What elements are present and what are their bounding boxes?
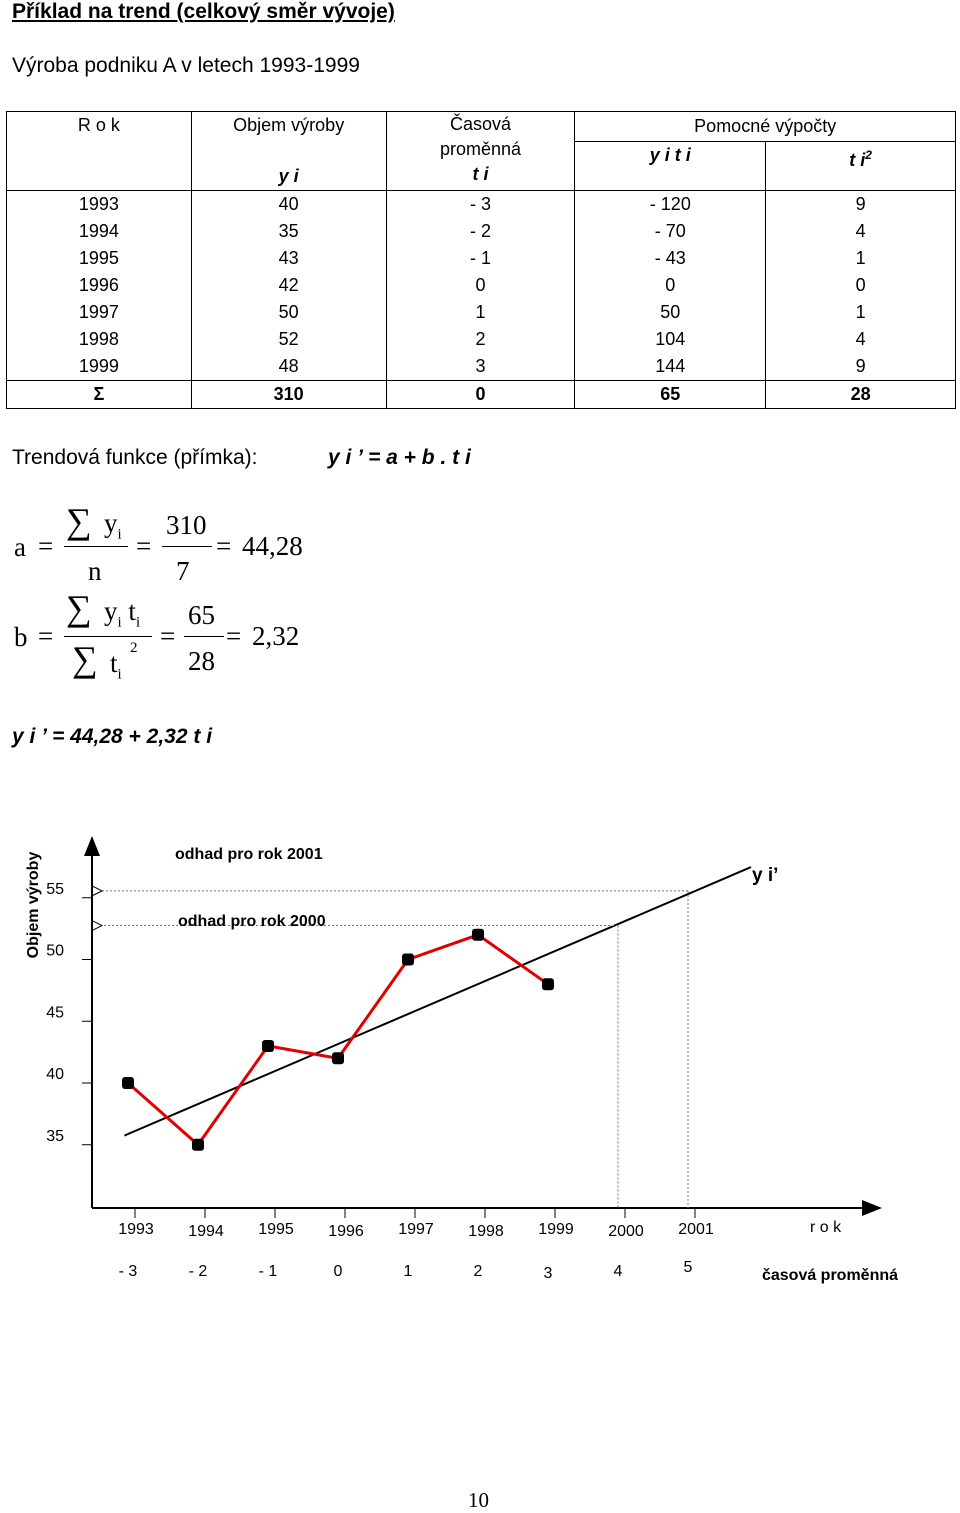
table-cell-t2: 4 bbox=[766, 326, 956, 353]
t-tick-label: 0 bbox=[333, 1263, 343, 1280]
t-tick-label: 2 bbox=[473, 1263, 483, 1280]
trend-chart bbox=[0, 820, 960, 1300]
header-volume: Objem výroby y i bbox=[191, 112, 386, 191]
x-axis-label: r o k bbox=[810, 1219, 842, 1236]
t-tick-label: - 1 bbox=[258, 1263, 278, 1280]
equals-sign: = bbox=[216, 531, 232, 561]
table-cell-y: 42 bbox=[191, 272, 386, 299]
t-tick-label: 1 bbox=[403, 1263, 413, 1280]
table-row bbox=[7, 272, 956, 299]
table-cell-t: - 1 bbox=[386, 245, 575, 272]
data-point bbox=[472, 929, 484, 941]
final-trend-equation: y i ’ = 44,28 + 2,32 t i bbox=[12, 725, 213, 748]
x-axis-label-2: časová proměnná bbox=[761, 1267, 899, 1284]
sigma-symbol: ∑ bbox=[66, 588, 92, 628]
t-tick-label: - 2 bbox=[188, 1263, 208, 1280]
data-point bbox=[542, 978, 554, 990]
formula-a-num: $y_i$ bbox=[104, 508, 122, 543]
sum-label: Σ bbox=[7, 381, 192, 409]
table-cell-yt: 0 bbox=[575, 272, 766, 299]
y-tick-label: 50 bbox=[46, 942, 64, 960]
table-cell-yt: - 70 bbox=[575, 218, 766, 245]
table-cell-yt: 104 bbox=[575, 326, 766, 353]
trend-line-label: y i’ bbox=[752, 865, 779, 886]
annotation-2001: odhad pro rok 2001 bbox=[175, 846, 323, 863]
equals-sign: = bbox=[226, 621, 242, 651]
data-point bbox=[262, 1040, 274, 1052]
header-t2: t $i^2$ bbox=[766, 142, 956, 191]
sigma-symbol: ∑ bbox=[66, 501, 92, 541]
formula-b-den: $t_i$ bbox=[110, 648, 122, 683]
y-tick-label: 35 bbox=[46, 1127, 64, 1145]
x-tick-label: 1998 bbox=[468, 1223, 504, 1240]
table-cell-t: 0 bbox=[386, 272, 575, 299]
table-cell-yt: - 120 bbox=[575, 191, 766, 219]
table-cell-year: 1996 bbox=[7, 272, 192, 299]
data-table bbox=[6, 111, 956, 409]
formula-b-num: $y_i$ $t_i$ bbox=[104, 596, 141, 631]
equals-sign: = bbox=[136, 531, 152, 561]
data-point bbox=[332, 1052, 344, 1064]
table-cell-year: 1998 bbox=[7, 326, 192, 353]
table-cell-t: - 3 bbox=[386, 191, 575, 219]
table-cell-yt: 144 bbox=[575, 353, 766, 381]
sum-yt: 65 bbox=[575, 381, 766, 409]
x-tick-label: 1995 bbox=[258, 1221, 294, 1238]
sum-row bbox=[7, 381, 956, 409]
page-subtitle: Výroba podniku A v letech 1993-1999 bbox=[12, 54, 360, 77]
t-tick-label: 5 bbox=[683, 1259, 693, 1276]
table-header-row bbox=[7, 112, 956, 142]
data-point bbox=[192, 1139, 204, 1151]
table-cell-year: 1994 bbox=[7, 218, 192, 245]
table-cell-year: 1993 bbox=[7, 191, 192, 219]
table-row bbox=[7, 191, 956, 219]
header-aux: Pomocné výpočty bbox=[575, 112, 956, 142]
y-tick-label: 45 bbox=[46, 1004, 64, 1022]
table-cell-t: - 2 bbox=[386, 218, 575, 245]
formula-a-frac-num: 310 bbox=[166, 510, 207, 540]
x-tick-label: 1996 bbox=[328, 1223, 364, 1240]
table-cell-yt: 50 bbox=[575, 299, 766, 326]
sigma-symbol: ∑ bbox=[72, 639, 98, 679]
table-cell-year: 1999 bbox=[7, 353, 192, 381]
sum-t2: 28 bbox=[766, 381, 956, 409]
equals-sign: = bbox=[160, 621, 176, 651]
formula-b-frac-den: 28 bbox=[188, 646, 215, 676]
data-point bbox=[402, 954, 414, 966]
table-cell-y: 43 bbox=[191, 245, 386, 272]
table-cell-y: 35 bbox=[191, 218, 386, 245]
page-title: Příklad na trend (celkový směr vývoje) bbox=[12, 0, 395, 23]
x-tick-label: 2000 bbox=[608, 1223, 644, 1240]
formula-b-lhs: b bbox=[14, 622, 28, 652]
table-cell-t: 2 bbox=[386, 326, 575, 353]
formula-a-den: n bbox=[88, 556, 102, 586]
data-point bbox=[122, 1077, 134, 1089]
table-cell-t2: 4 bbox=[766, 218, 956, 245]
formula-b-frac-num: 65 bbox=[188, 600, 215, 630]
equals-sign: = bbox=[38, 531, 54, 561]
table-row bbox=[7, 326, 956, 353]
header-yt: y i t i bbox=[575, 142, 766, 191]
y-tick-label: 55 bbox=[46, 880, 64, 898]
table-cell-year: 1995 bbox=[7, 245, 192, 272]
data-series-line bbox=[128, 935, 548, 1145]
trend-line bbox=[125, 867, 752, 1135]
table-cell-y: 48 bbox=[191, 353, 386, 381]
fraction-bar bbox=[184, 636, 224, 637]
table-row bbox=[7, 299, 956, 326]
sum-y: 310 bbox=[191, 381, 386, 409]
header-year: R o k bbox=[7, 112, 192, 191]
y-tick-label: 40 bbox=[46, 1066, 64, 1083]
fraction-bar bbox=[64, 546, 128, 547]
formula-a-frac-den: 7 bbox=[176, 556, 190, 586]
table-cell-y: 40 bbox=[191, 191, 386, 219]
formula-b-result: 2,32 bbox=[252, 621, 300, 651]
table-cell-t2: 0 bbox=[766, 272, 956, 299]
header-time: Časová proměnná t i bbox=[386, 112, 575, 191]
table-row bbox=[7, 218, 956, 245]
formula-b-den-sup: 2 bbox=[130, 640, 138, 656]
y-axis-label: Objem výroby bbox=[25, 851, 42, 959]
table-cell-t2: 9 bbox=[766, 353, 956, 381]
table-cell-t2: 9 bbox=[766, 191, 956, 219]
table-cell-y: 50 bbox=[191, 299, 386, 326]
x-tick-label: 1997 bbox=[398, 1221, 434, 1238]
trend-function-equation: y i ’ = a + b . t i bbox=[328, 446, 471, 469]
sum-t: 0 bbox=[386, 381, 575, 409]
formula-a-lhs: a bbox=[14, 532, 26, 562]
equals-sign: = bbox=[38, 621, 54, 651]
t-tick-label: - 3 bbox=[118, 1263, 138, 1280]
table-cell-t: 3 bbox=[386, 353, 575, 381]
t-tick-label: 3 bbox=[543, 1265, 553, 1282]
annotation-2000: odhad pro rok 2000 bbox=[178, 913, 326, 930]
formula-a-result: 44,28 bbox=[242, 531, 303, 561]
x-tick-label: 1994 bbox=[188, 1223, 224, 1240]
table-row bbox=[7, 353, 956, 381]
table-cell-t2: 1 bbox=[766, 299, 956, 326]
trend-function-label: Trendová funkce (přímka): bbox=[12, 446, 258, 469]
table-cell-t2: 1 bbox=[766, 245, 956, 272]
table-row bbox=[7, 245, 956, 272]
table-cell-yt: - 43 bbox=[575, 245, 766, 272]
x-tick-label: 1999 bbox=[538, 1221, 574, 1238]
x-tick-label: 2001 bbox=[678, 1221, 714, 1238]
x-tick-label: 1993 bbox=[118, 1221, 154, 1238]
table-cell-y: 52 bbox=[191, 326, 386, 353]
table-cell-year: 1997 bbox=[7, 299, 192, 326]
t-tick-label: 4 bbox=[613, 1263, 623, 1280]
fraction-bar bbox=[64, 636, 152, 637]
page-number: 10 bbox=[468, 1488, 489, 1512]
table-cell-t: 1 bbox=[386, 299, 575, 326]
fraction-bar bbox=[162, 546, 212, 547]
